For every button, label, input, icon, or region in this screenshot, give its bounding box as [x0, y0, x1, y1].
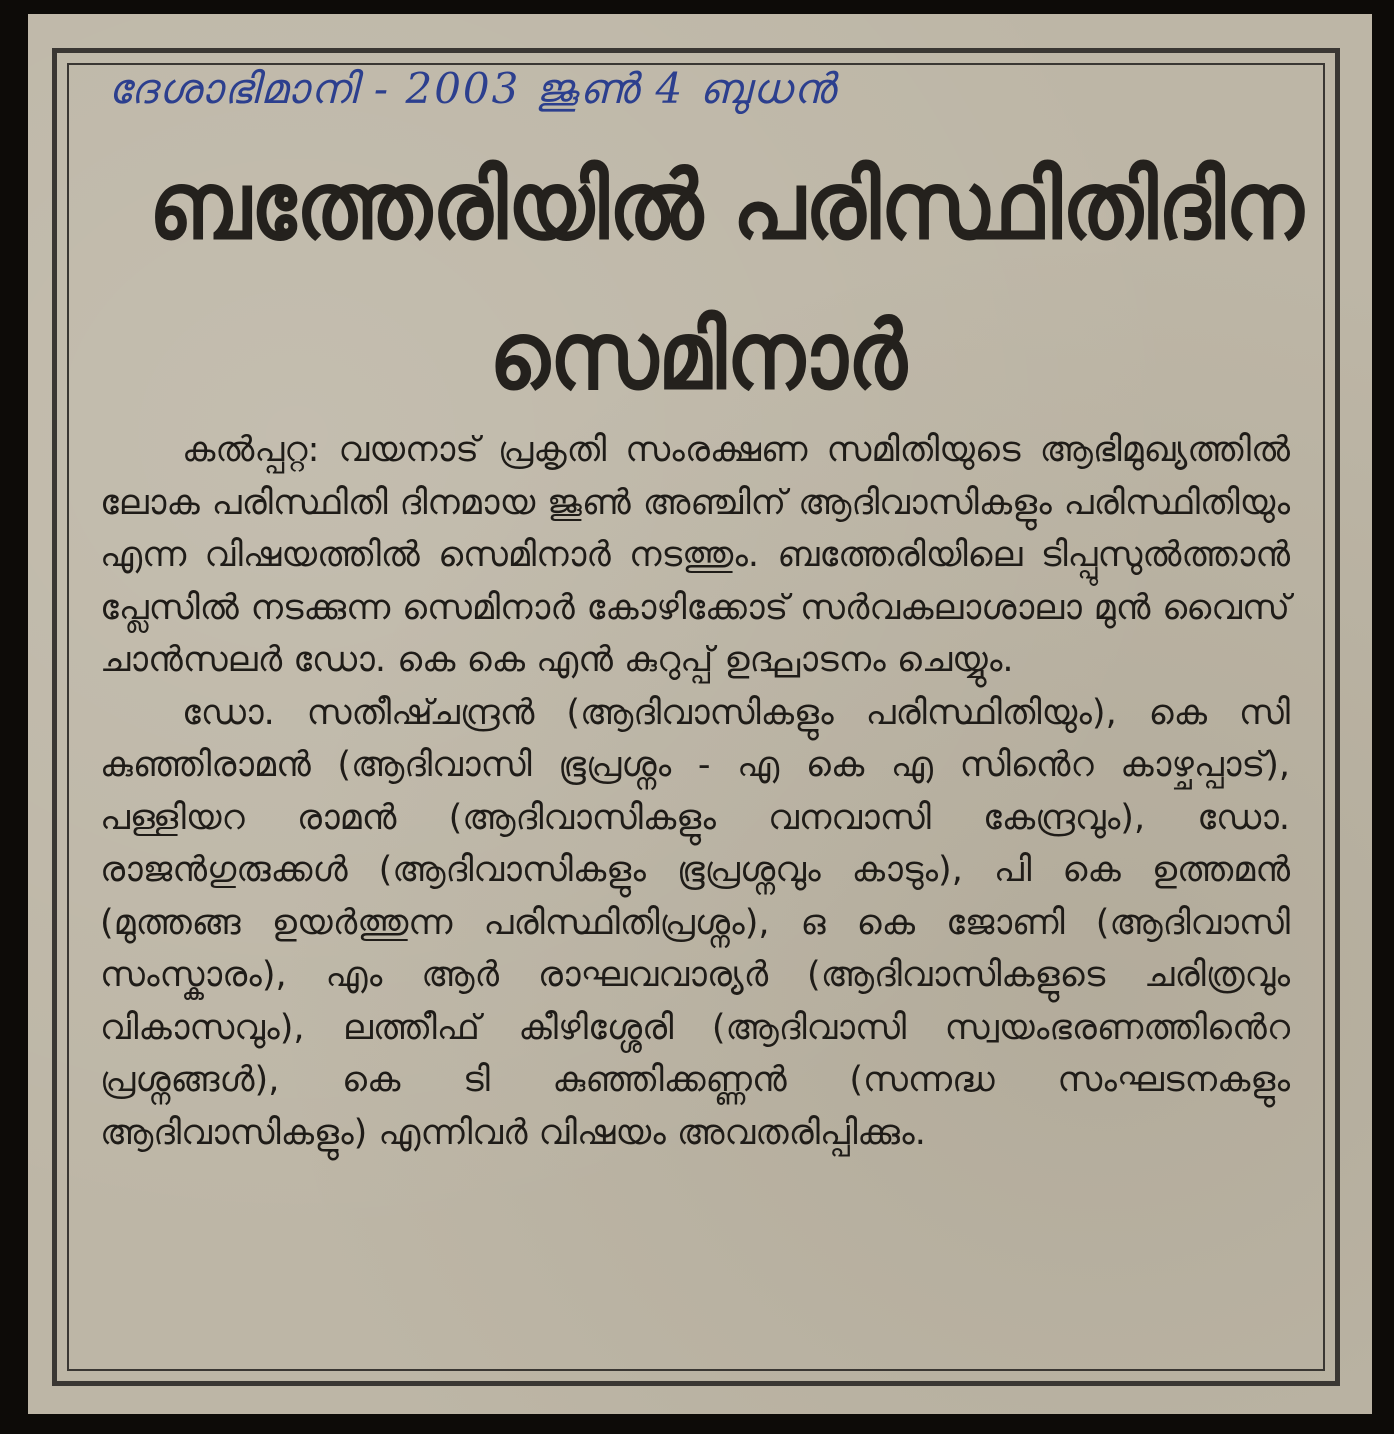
headline: [149, 132, 1304, 432]
headline-line-2: സെമിനാർ: [489, 302, 907, 411]
article-paragraph-2: ഡോ. സതീഷ്ചന്ദ്രൻ (ആദിവാസികളും പരിസ്ഥിതിയും), കെ സി കുഞ്ഞിരാമൻ (ആദിവാസി ഭൂപ്രശ്നം - എ കെ എ സിൻെറ കാഴ്ചപ്പാട്), പള്ളിയറ രാമൻ (ആദിവാസികളും വനവാസി കേന്ദ്രവും), ഡോ. രാജൻഗുരുക്കൾ (ആദിവാസികളും ഭൂപ്രശ്നവും കാടും), പി കെ ഉത്തമൻ (മുത്തങ്ങ ഉയർത്തുന്ന പരിസ്ഥിതിപ്രശ്നം), ഒ കെ ജോണി (ആദിവാസി സംസ്കാരം), എം ആർ രാഘവവാര്യർ (ആദിവാസികളുടെ ചരിത്രവും വികാസവും), ലത്തീഫ് കീഴിശ്ശേരി (ആദിവാസി സ്വയംഭരണത്തിൻെറ പ്രശ്നങ്ങൾ), കെ ടി കുഞ്ഞിക്കണ്ണൻ (സന്നദ്ധ സംഘടനകളും ആദിവാസികളും) എന്നിവർ വിഷയം അവതരിപ്പിക്കും.: [100, 692, 1290, 1153]
handwritten-date-note: ദേശാഭിമാനി - 2003 ജൂൺ 4 ബുധൻ: [108, 64, 837, 113]
headline-line-1: ബത്തേരിയിൽ പരിസ്ഥിതിദിന: [149, 152, 1304, 261]
article-paragraph-1: കൽപ്പറ്റ: വയനാട് പ്രകൃതി സംരക്ഷണ സമിതിയുടെ ആഭിമുഖ്യത്തിൽ ലോക പരിസ്ഥിതി ദിനമായ ജൂൺ അഞ്ചിന് ആദിവാസികളും പരിസ്ഥിതിയും എന്ന വിഷയത്തിൽ സെമിനാർ നടത്തും. ബത്തേരിയിലെ ടിപ്പുസുൽത്താൻ പ്ലേസിൽ നടക്കുന്ന സെമിനാർ കോഴിക്കോട് സർവകലാശാലാ മുൻ വൈസ് ചാൻസലർ ഡോ. കെ കെ എൻ കുറുപ്പ് ഉദ്ഘാടനം ചെയ്യും.: [100, 430, 1290, 680]
article-body: [100, 424, 1290, 1159]
newspaper-clipping: [28, 14, 1372, 1414]
